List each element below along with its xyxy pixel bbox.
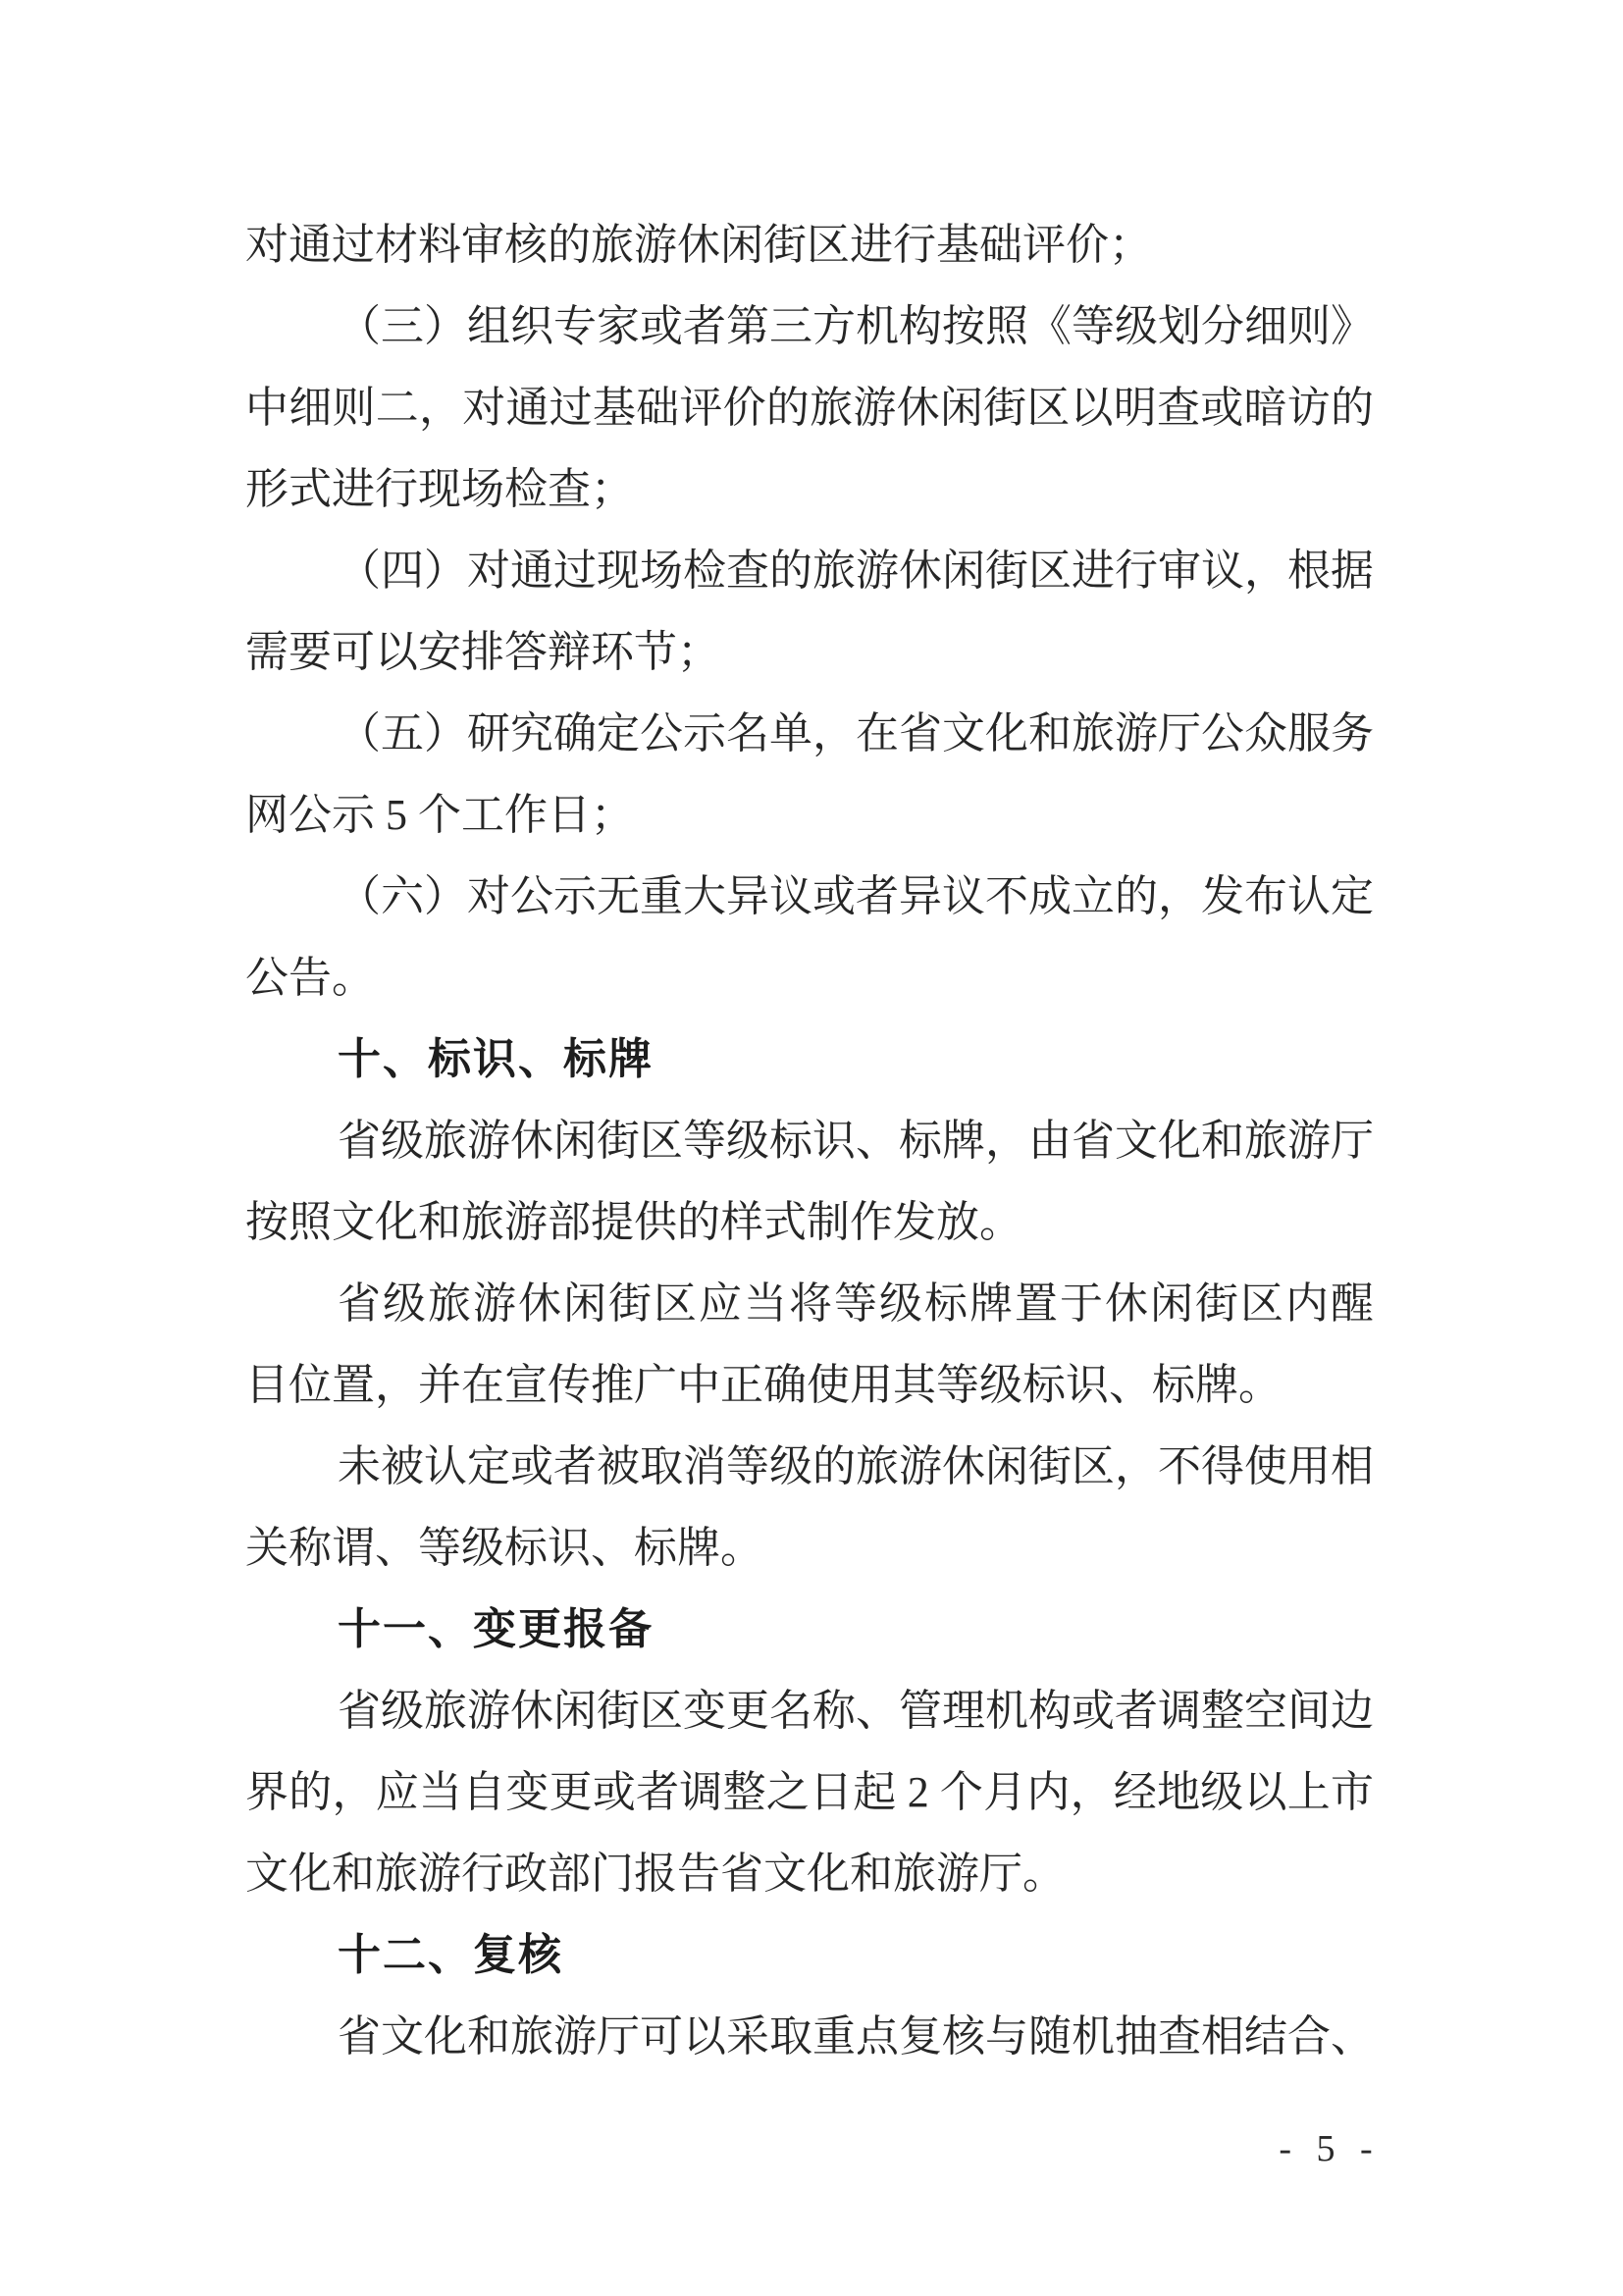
document-line: （六）对公示无重大异议或者异议不成立的，发布认定 <box>338 872 1374 920</box>
document-line: 省级旅游休闲街区应当将等级标牌置于休闲街区内醒 <box>338 1279 1374 1328</box>
document-line: 文化和旅游行政部门报告省文化和旅游厅。 <box>245 1850 1066 1898</box>
document-body <box>245 204 1374 2077</box>
section-heading: 十二、复核 <box>338 1931 563 1979</box>
document-line: （五）研究确定公示名单，在省文化和旅游厅公众服务 <box>338 709 1374 757</box>
document-line: 关称谓、等级标识、标牌。 <box>245 1524 763 1572</box>
page-footer <box>1266 2127 1393 2170</box>
document-line: 省文化和旅游厅可以采取重点复核与随机抽查相结合、 <box>338 2012 1374 2061</box>
page-number: - 5 - <box>1279 2128 1381 2169</box>
document-line: 需要可以安排答辩环节； <box>245 628 720 676</box>
document-line: 网公示 5 个工作日； <box>245 791 634 839</box>
section-heading: 十、标识、标牌 <box>338 1035 654 1083</box>
document-line: 界的，应当自变更或者调整之日起 2 个月内，经地级以上市 <box>245 1768 1374 1816</box>
document-line: 公告。 <box>245 954 375 1002</box>
document-line: 形式进行现场检查； <box>245 465 634 513</box>
document-line: 按照文化和旅游部提供的样式制作发放。 <box>245 1198 1022 1246</box>
document-line: （四）对通过现场检查的旅游休闲街区进行审议，根据 <box>338 547 1374 595</box>
document-line: 中细则二，对通过基础评价的旅游休闲街区以明查或暗访的 <box>245 384 1374 432</box>
section-heading: 十一、变更报备 <box>338 1605 654 1653</box>
document-line: 目位置，并在宣传推广中正确使用其等级标识、标牌。 <box>245 1361 1282 1409</box>
document-line: 省级旅游休闲街区等级标识、标牌，由省文化和旅游厅 <box>338 1117 1374 1165</box>
document-line: 省级旅游休闲街区变更名称、管理机构或者调整空间边 <box>338 1687 1374 1735</box>
document-line: 对通过材料审核的旅游休闲街区进行基础评价； <box>245 221 1152 269</box>
document-line: （三）组织专家或者第三方机构按照《等级划分细则》 <box>338 302 1374 350</box>
document-line: 未被认定或者被取消等级的旅游休闲街区，不得使用相 <box>338 1442 1374 1490</box>
